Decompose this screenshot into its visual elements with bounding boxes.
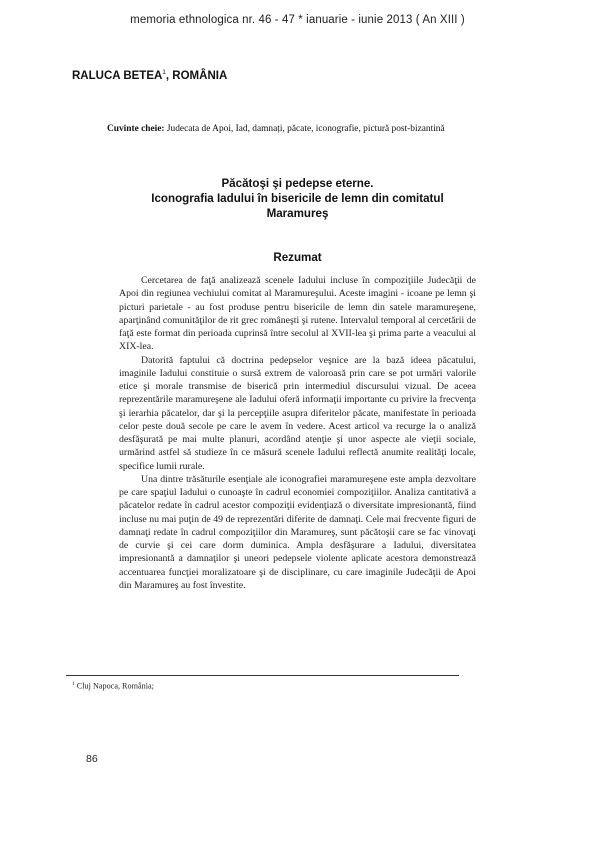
abstract-paragraph: Una dintre trăsăturile esenţiale ale iconografiei maramureşene este ampla dezvoltare pe care spaţiul Iadului o cunoaşte în cadrul economiei compoziţiilor. Analiza cantitativă a păcatelor redate în cadrul acestor compoziţii evidenţiază o diversitate impresionantă, fiind incluse nu mai puţin de 49 de reprezentări diferite de damnaţi. Cele mai frecvente figuri de damnaţi redate în cadrul compoziţiilor din Maramureş, sunt păcătoşii care se fac vinovaţi de curvie şi cei care dorm duminica. Ampla desfăşurare a Iadului, diversitatea impresionantă a damnaţilor şi uneori pedepsele violente aplicate acestora demonstrează accentuarea funcţiei moralizatoare şi de disciplinare, cu care imaginile Judecăţii de Apoi din Maramureş au fost învestite. [119, 473, 476, 591]
keywords-text: Judecata de Apoi, Iad, damnați, păcate, iconografie, pictură post-bizantină [164, 124, 445, 134]
footnote-divider [66, 675, 459, 676]
title-line-1: Păcătoşi şi pedepse eterne. [221, 177, 374, 190]
footnote [72, 681, 154, 691]
title-line-2: Iconografia Iadului în bisericile de lemn din comitatul [151, 192, 444, 205]
author-name: RALUCA BETEA [72, 69, 163, 82]
author-footnote-mark: 1 [162, 69, 166, 76]
abstract-heading: Rezumat [273, 251, 322, 264]
author-country: , ROMÂNIA [165, 69, 228, 82]
abstract-body [119, 274, 476, 592]
author-line [72, 69, 227, 82]
abstract-paragraph: Cercetarea de faţă analizează scenele Iadului incluse în compoziţiile Judecăţii de Apoi din regiunea vechiului comitat al Maramureşului. Aceste imagini - icoane pe lemn şi picturi parietale - au fost produse pentru bisericile de lemn din satele maramureşene, aparţinând comunităţilor de rit grec româneşti şi rutene. Intervalul temporal al cercetării de faţă este format din perioada cuprinsă între secolul al XVII-lea şi prima parte a veacului al XIX-lea. [119, 275, 476, 353]
article-title [100, 176, 495, 221]
footnote-text: Cluj Napoca, România; [74, 681, 154, 691]
journal-header: memoria ethnologica nr. 46 - 47 * ianuarie - iunie 2013 ( An XIII ) [130, 14, 465, 26]
footnote-mark: 1 [72, 681, 75, 687]
title-line-3: Maramureş [266, 207, 329, 220]
page-number: 86 [86, 753, 98, 765]
keywords-label: Cuvinte cheie: [107, 124, 165, 134]
abstract-paragraph: Datorită faptului că doctrina pedepselor veşnice are la bază ideea păcatului, imaginile Iadului constituie o sursă extrem de valoroasă prin care se pot urmări valorile etice şi morale transmise de biserică prin intermediul discursului vizual. De aceea reprezentările maramureşene ale Iadului oferă informaţii importante cu privire la frecvenţa şi ierarhia păcatelor, dar şi la percepţiile asupra diferitelor păcate, manifestate în perioada celor peste două secole pe care le avem în vedere. Acest articol va recurge la o analiză desfăşurată pe mai multe planuri, acordând atenţie şi unor aspecte ale vieţii sociale, urmărind astfel să studieze în ce măsură scenele Iadului reflectă anumite realităţi locale, specifice lumii rurale. [119, 354, 476, 472]
keywords [107, 124, 537, 134]
